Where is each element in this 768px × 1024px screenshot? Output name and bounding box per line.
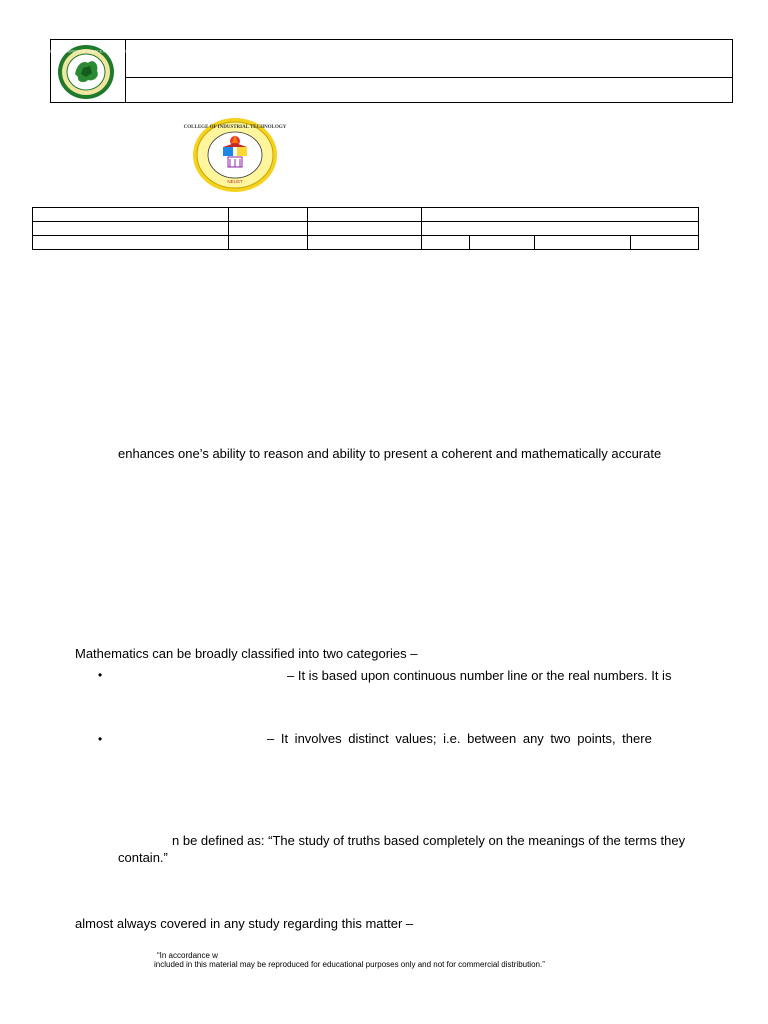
header-divider <box>125 77 732 78</box>
definition-line-1: n be defined as: “The study of truths based completely on the meanings of the terms they <box>172 833 686 848</box>
table-cell <box>33 208 229 222</box>
table-cell <box>228 222 307 236</box>
categories-intro: Mathematics can be broadly classified into two categories – <box>75 646 418 661</box>
table-cell <box>307 222 422 236</box>
document-header-box <box>37 39 733 103</box>
svg-text:NUEVA ECIJA UNIVERSITY OF SCIE: NUEVA ECIJA UNIVERSITY OF SCIENCE AND TECHNOLOGY <box>37 49 135 54</box>
table-row <box>33 236 699 250</box>
table-row <box>33 208 699 222</box>
table-cell <box>33 236 229 250</box>
table-cell <box>307 236 422 250</box>
table-row <box>33 222 699 236</box>
university-seal-icon <box>37 44 135 100</box>
header-logo-cell <box>37 40 135 102</box>
reasoning-paragraph-line: enhances one’s ability to reason and ability to present a coherent and mathematically accurate <box>118 446 662 461</box>
table-cell <box>470 236 535 250</box>
table-cell <box>422 208 699 222</box>
discrete-math-bullet: – It involves distinct values; i.e. between any two points, there <box>267 731 652 746</box>
table-cell <box>422 222 699 236</box>
continuous-math-bullet: – It is based upon continuous number line or the real numbers. It is <box>287 668 672 683</box>
table-cell <box>422 236 470 250</box>
footer-note-line-1: “In accordance w <box>157 951 218 960</box>
college-logo-icon <box>183 117 287 193</box>
table-cell <box>228 236 307 250</box>
svg-text:NEUST: NEUST <box>227 179 243 184</box>
table-cell <box>631 236 699 250</box>
covered-line: almost always covered in any study regarding this matter – <box>75 916 414 931</box>
bullet-marker: • <box>98 668 103 682</box>
definition-line-2: contain.” <box>118 850 168 865</box>
footer-note-line-2: included in this material may be reproduced for educational purposes only and not for commercial distribution.” <box>154 960 545 969</box>
bullet-marker: • <box>98 732 103 746</box>
svg-text:COLLEGE OF INDUSTRIAL TECHNOLO: COLLEGE OF INDUSTRIAL TECHNOLOGY <box>183 125 287 130</box>
table-cell <box>228 208 307 222</box>
course-info-table <box>32 207 699 250</box>
table-cell <box>535 236 631 250</box>
table-cell <box>33 222 229 236</box>
table-cell <box>307 208 422 222</box>
